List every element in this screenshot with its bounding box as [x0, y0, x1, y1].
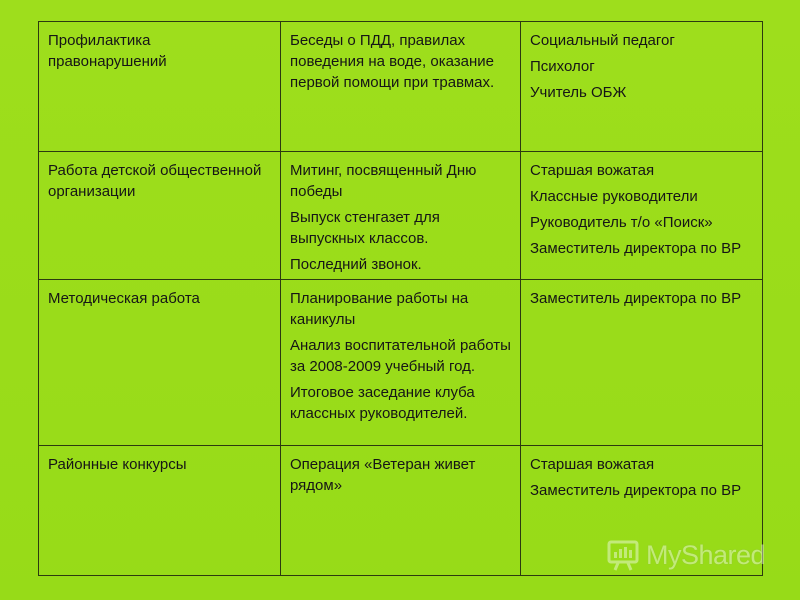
responsible-cell	[521, 22, 763, 152]
activity-text: Планирование работы на каникулы	[290, 290, 469, 328]
activity-text: Выпуск стенгазет для выпускных классов.	[290, 209, 440, 247]
activities-cell	[281, 446, 521, 576]
section-text: Работа детской общественной организации	[48, 162, 262, 200]
responsible-text: Психолог	[530, 58, 595, 75]
responsible-text: Старшая вожатая	[530, 456, 655, 473]
plan-table	[38, 21, 766, 576]
activities-cell	[281, 152, 521, 280]
activities-cell	[281, 280, 521, 446]
activity-text: Операция «Ветеран живет рядом»	[290, 456, 476, 494]
section-text: Районные конкурсы	[48, 456, 187, 473]
section-cell	[39, 280, 281, 446]
activity-text: Беседы о ПДД, правилах поведения на воде, оказание первой помощи при травмах.	[290, 32, 495, 91]
responsible-text: Учитель ОБЖ	[530, 84, 627, 101]
activity-text: Митинг, посвященный Дню победы	[290, 162, 477, 200]
watermark-text: MyShared	[646, 539, 766, 570]
table-row	[39, 280, 763, 446]
responsible-text: Заместитель директора по ВР	[530, 240, 742, 257]
section-cell	[39, 152, 281, 280]
responsible-cell	[521, 152, 763, 280]
activity-text: Итоговое заседание клуба классных руководителей.	[290, 384, 475, 422]
section-text: Профилактика правонарушений	[48, 32, 167, 70]
responsible-text: Заместитель директора по ВР	[530, 290, 742, 307]
section-cell	[39, 22, 281, 152]
activity-text: Последний звонок.	[290, 256, 422, 273]
responsible-text: Старшая вожатая	[530, 162, 655, 179]
activities-cell	[281, 22, 521, 152]
responsible-text: Классные руководители	[530, 188, 698, 205]
section-text: Методическая работа	[48, 290, 200, 307]
table-row	[39, 152, 763, 280]
myshared-logo-icon	[606, 538, 640, 572]
myshared-watermark	[606, 536, 765, 574]
responsible-text: Заместитель директора по ВР	[530, 482, 742, 499]
activity-text: Анализ воспитательной работы за 2008-2009 учебный год.	[290, 337, 511, 375]
responsible-text: Руководитель т/о «Поиск»	[530, 214, 713, 231]
responsible-text: Социальный педагог	[530, 32, 675, 49]
section-cell	[39, 446, 281, 576]
responsible-cell	[521, 280, 763, 446]
table-row	[39, 22, 763, 152]
